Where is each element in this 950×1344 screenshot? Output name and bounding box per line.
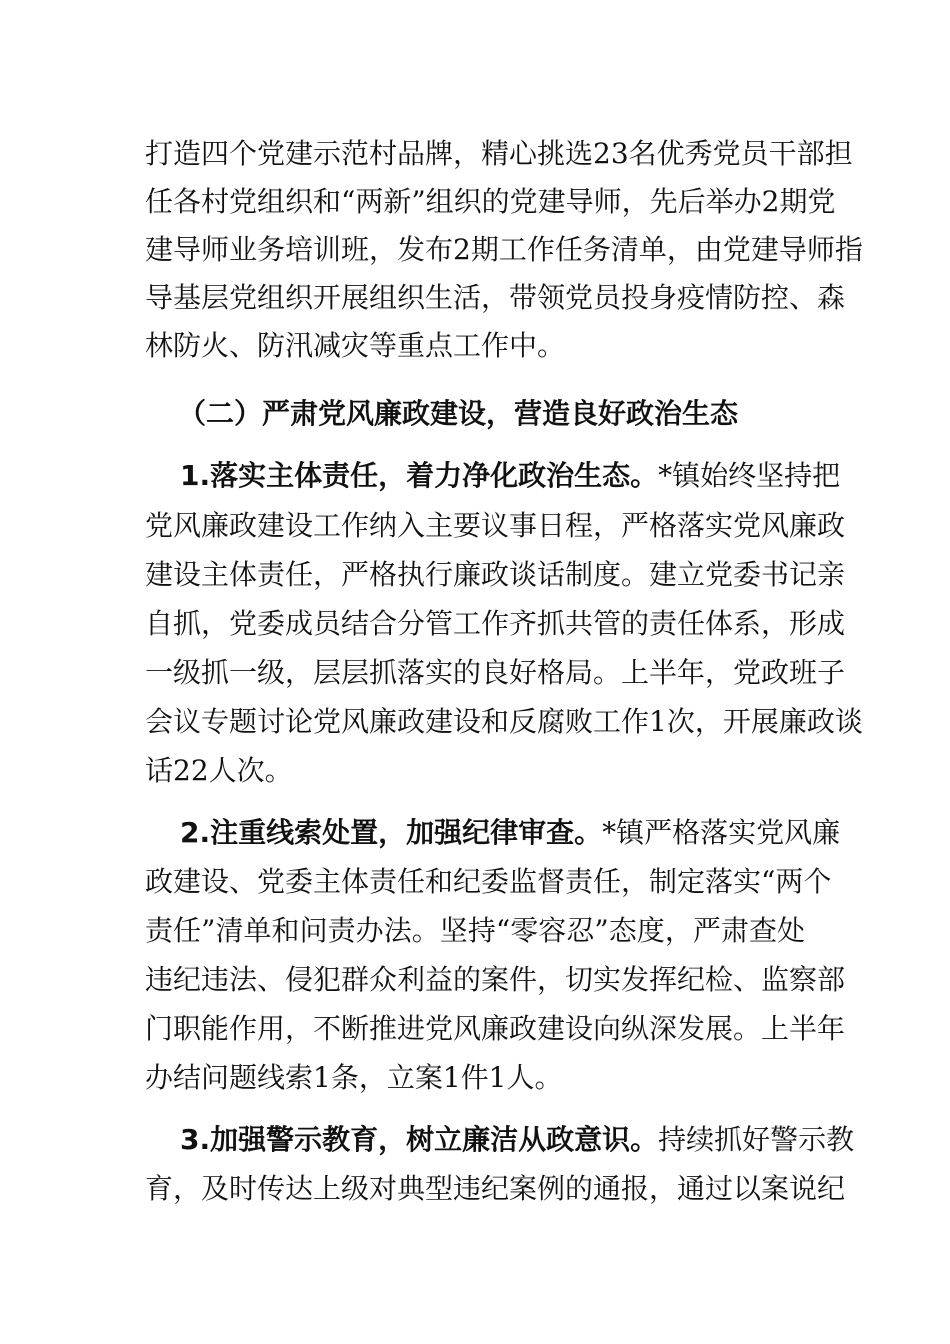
item-first-line [180, 1122, 855, 1158]
paragraph-line: 建导师业务培训班，发布2期工作任务清单，由党建导师指 [145, 233, 863, 266]
section-heading: （二）严肃党风廉政建设，营造良好政治生态 [178, 397, 739, 430]
item-text: *镇始终坚持把 [658, 459, 841, 492]
paragraph-line: 育，及时传达上级对典型违纪案例的通报，通过以案说纪 [145, 1172, 846, 1205]
paragraph-line: 打造四个党建示范村品牌，精心挑选23名优秀党员干部担 [145, 137, 853, 170]
paragraph-line: 党风廉政建设工作纳入主要议事日程，严格落实党风廉政 [145, 509, 846, 542]
paragraph-line: 会议专题讨论党风廉政建设和反腐败工作1次，开展廉政谈 [145, 705, 863, 738]
item-text: *镇严格落实党风廉 [602, 816, 841, 849]
paragraph-line: 门职能作用，不断推进党风廉政建设向纵深发展。上半年 [145, 1012, 846, 1045]
item-first-line [180, 458, 841, 494]
paragraph-line: 林防火、防汛减灾等重点工作中。 [145, 329, 566, 362]
paragraph-line: 政建设、党委主体责任和纪委监督责任，制定落实“两个 [145, 865, 832, 898]
paragraph-line: 任各村党组织和“两新”组织的党建导师，先后举办2期党 [145, 185, 836, 218]
item-text: 持续抓好警示教 [658, 1123, 855, 1156]
paragraph-line: 责任”清单和问责办法。坚持“零容忍”态度，严肃查处 [145, 914, 805, 947]
paragraph-line: 建设主体责任，严格执行廉政谈话制度。建立党委书记亲 [145, 558, 846, 591]
paragraph-line: 自抓，党委成员结合分管工作齐抓共管的责任体系，形成 [145, 607, 846, 640]
paragraph-line: 办结问题线索1条，立案1件1人。 [145, 1061, 563, 1094]
paragraph-line: 导基层党组织开展组织生活，带领党员投身疫情防控、森 [145, 281, 846, 314]
paragraph-line: 违纪违法、侵犯群众利益的案件，切实发挥纪检、监察部 [145, 963, 846, 996]
item-title: 3.加强警示教育，树立廉洁从政意识。 [180, 1123, 659, 1156]
paragraph-line: 话22人次。 [145, 754, 293, 787]
paragraph-line: 一级抓一级，层层抓落实的良好格局。上半年，党政班子 [145, 656, 846, 689]
item-title: 1.落实主体责任，着力净化政治生态。 [180, 459, 659, 492]
item-title: 2.注重线索处置，加强纪律审查。 [180, 816, 603, 849]
item-first-line [180, 815, 841, 851]
